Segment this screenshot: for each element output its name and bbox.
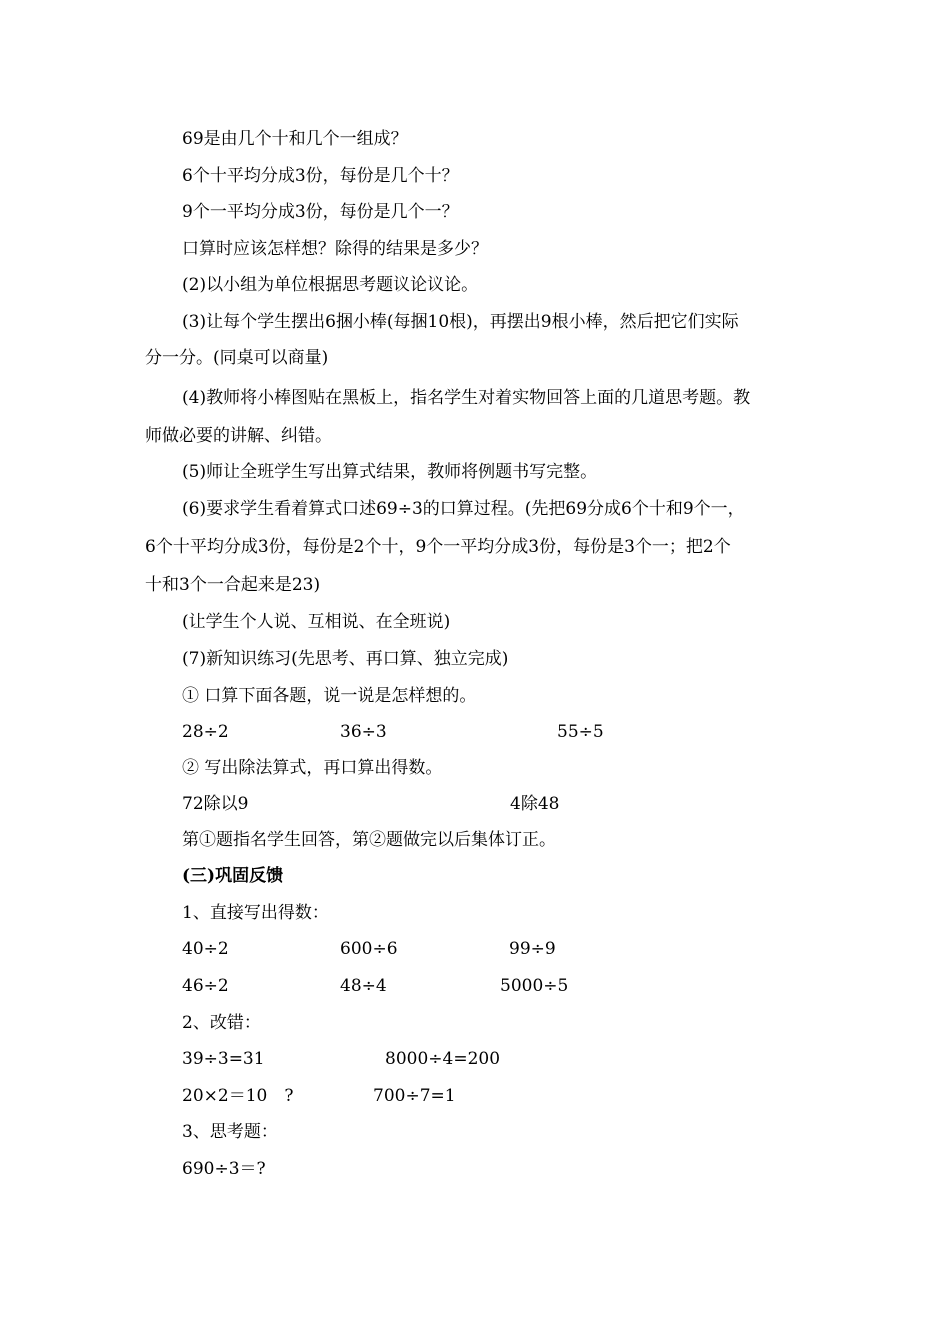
text: 28÷2 bbox=[182, 722, 229, 742]
text-line bbox=[0, 344, 950, 372]
text-line bbox=[0, 899, 950, 927]
text-line bbox=[0, 271, 950, 299]
text-line bbox=[0, 1155, 950, 1183]
text: 分一分。(同桌可以商量) bbox=[145, 348, 329, 368]
text-line bbox=[0, 1045, 950, 1073]
text: (三)巩固反馈 bbox=[182, 866, 284, 886]
text: (让学生个人说、互相说、在全班说) bbox=[182, 612, 451, 632]
text-line bbox=[0, 1009, 950, 1037]
text-line bbox=[0, 608, 950, 636]
text: 十和3个一合起来是23) bbox=[145, 575, 321, 595]
text: 3、思考题： bbox=[182, 1122, 278, 1142]
text-line bbox=[0, 645, 950, 673]
text: ② 写出除法算式，再口算出得数。 bbox=[182, 758, 443, 778]
text: 2、改错： bbox=[182, 1013, 261, 1033]
text: 第①题指名学生回答，第②题做完以后集体订正。 bbox=[182, 830, 556, 850]
text-line bbox=[0, 235, 950, 263]
text: 46÷2 bbox=[182, 976, 229, 996]
text: 72除以9 bbox=[182, 794, 249, 814]
text-line bbox=[0, 826, 950, 854]
text-line bbox=[0, 198, 950, 226]
text-line bbox=[0, 495, 950, 523]
text: 99÷9 bbox=[509, 939, 556, 959]
text: 6个十平均分成3份，每份是2个十，9个一平均分成3份，每份是3个一；把2个 bbox=[145, 537, 731, 557]
text: (4)教师将小棒图贴在黑板上，指名学生对着实物回答上面的几道思考题。教 bbox=[182, 388, 751, 408]
text-line bbox=[0, 125, 950, 153]
text: (7)新知识练习(先思考、再口算、独立完成) bbox=[182, 649, 509, 669]
text: 6个十平均分成3份，每份是几个十？ bbox=[182, 166, 459, 186]
text-line bbox=[0, 308, 950, 336]
text: 69是由几个十和几个一组成？ bbox=[182, 129, 408, 149]
text: 口算时应该怎样想？除得的结果是多少？ bbox=[182, 239, 488, 259]
text: 8000÷4=200 bbox=[385, 1049, 501, 1069]
text-line bbox=[0, 718, 950, 746]
text-line bbox=[0, 935, 950, 963]
text: (6)要求学生看着算式口述69÷3的口算过程。(先把69分成6个十和9个一， bbox=[182, 499, 745, 519]
text: (2)以小组为单位根据思考题议论议论。 bbox=[182, 275, 479, 295]
text: 36÷3 bbox=[340, 722, 387, 742]
text: 700÷7=1 bbox=[373, 1086, 456, 1106]
text-line bbox=[0, 384, 950, 412]
text: 4除48 bbox=[510, 794, 560, 814]
text: 690÷3＝? bbox=[182, 1159, 266, 1179]
text-line bbox=[0, 754, 950, 782]
text: 师做必要的讲解、纠错。 bbox=[145, 426, 332, 446]
text-line bbox=[0, 972, 950, 1000]
text: 40÷2 bbox=[182, 939, 229, 959]
text: 55÷5 bbox=[557, 722, 604, 742]
text: 20×2＝10 ? bbox=[182, 1086, 294, 1106]
text: 5000÷5 bbox=[500, 976, 569, 996]
text: ① 口算下面各题，说一说是怎样想的。 bbox=[182, 686, 477, 706]
text: (5)师让全班学生写出算式结果，教师将例题书写完整。 bbox=[182, 462, 598, 482]
text-line bbox=[0, 682, 950, 710]
text: 48÷4 bbox=[340, 976, 387, 996]
text: 1、直接写出得数： bbox=[182, 903, 329, 923]
text: 9个一平均分成3份，每份是几个一？ bbox=[182, 202, 459, 222]
text-line bbox=[0, 790, 950, 818]
text-line bbox=[0, 422, 950, 450]
text-line bbox=[0, 1118, 950, 1146]
text-line bbox=[0, 533, 950, 561]
section-heading bbox=[0, 862, 950, 890]
text-line bbox=[0, 571, 950, 599]
text: 39÷3=31 bbox=[182, 1049, 265, 1069]
text: 600÷6 bbox=[340, 939, 398, 959]
text-line bbox=[0, 1082, 950, 1110]
text-line bbox=[0, 162, 950, 190]
text-line bbox=[0, 458, 950, 486]
text: (3)让每个学生摆出6捆小棒(每捆10根)，再摆出9根小棒，然后把它们实际 bbox=[182, 312, 739, 332]
